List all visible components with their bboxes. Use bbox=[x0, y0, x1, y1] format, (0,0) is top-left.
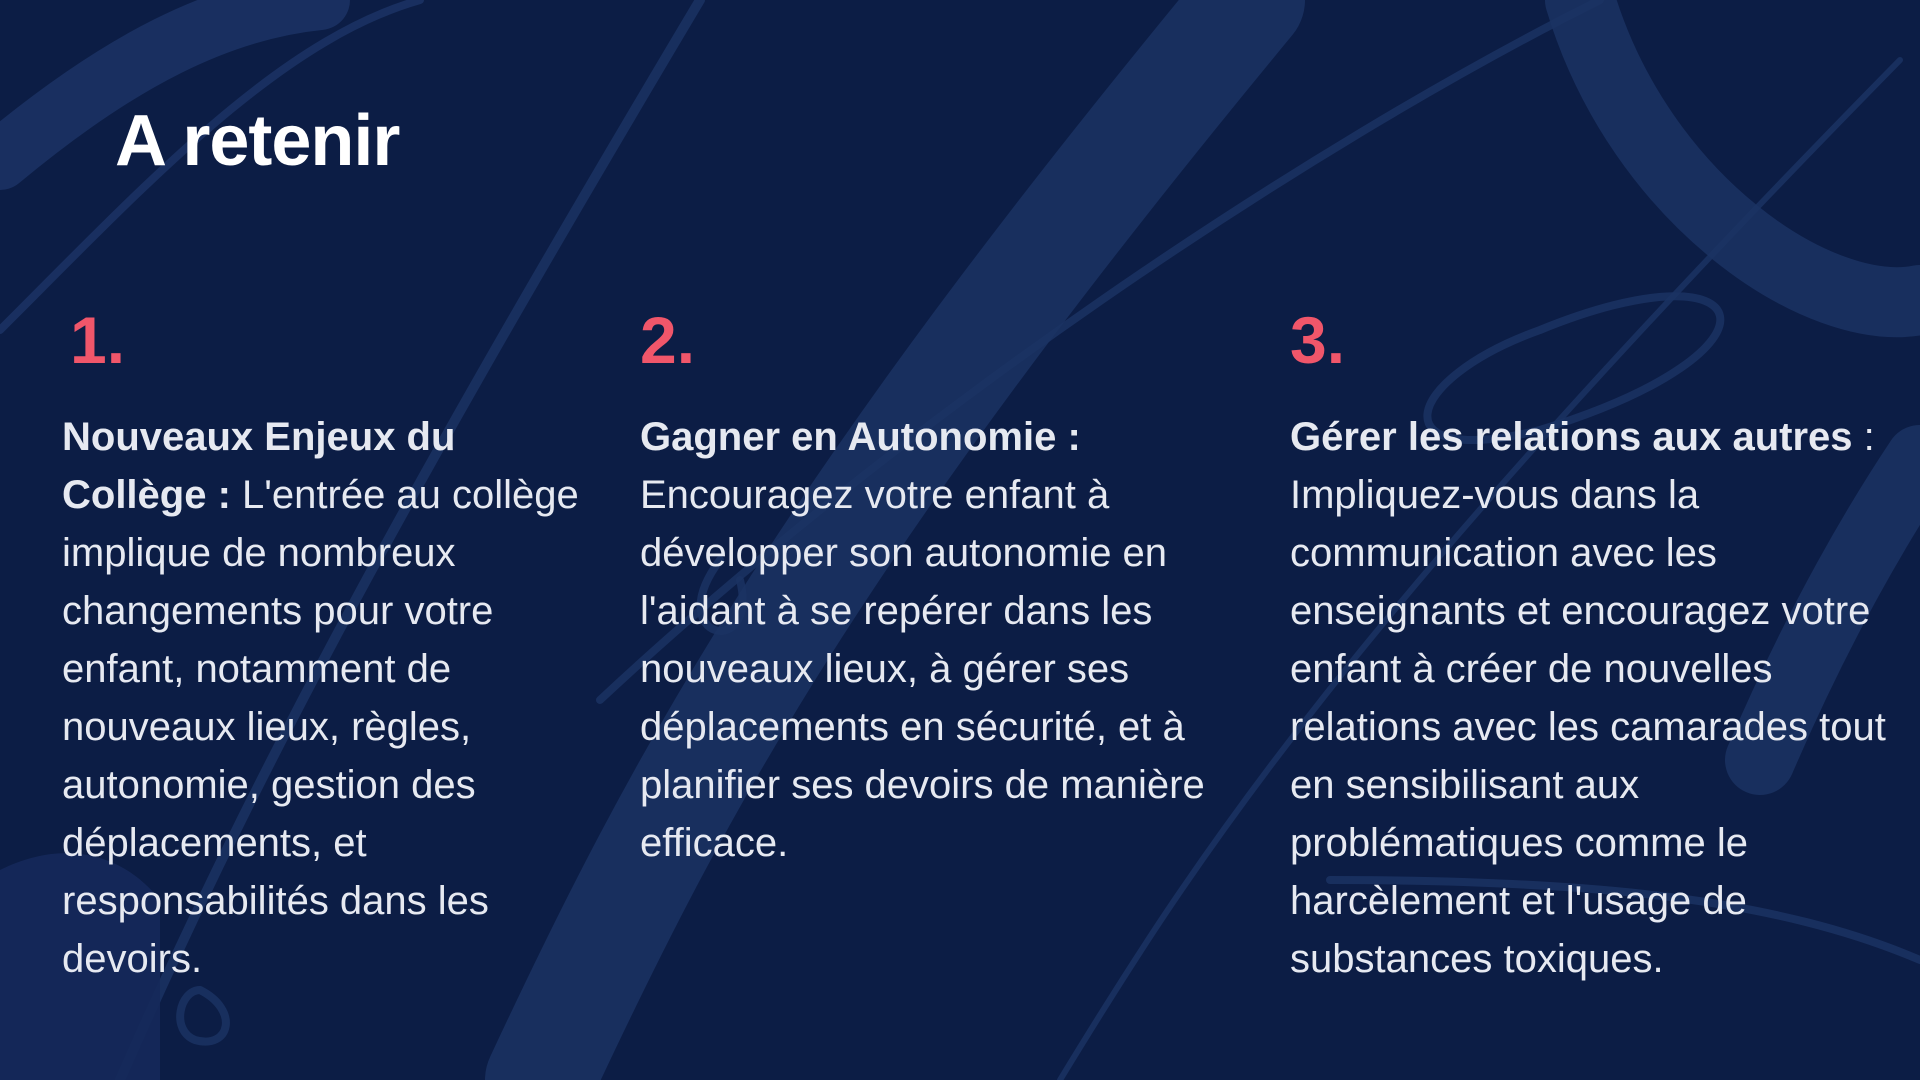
item-body: L'entrée au collège implique de nombreux changements pour votre enfant, notamment de nouveaux lieux, règles, autonomie, gestion des déplacements, et responsabilités dans les devoirs. bbox=[62, 473, 579, 981]
takeaway-item-1 bbox=[62, 300, 582, 988]
item-number: 3. bbox=[1290, 303, 1346, 377]
item-heading: Gérer les relations aux autres bbox=[1290, 415, 1853, 459]
item-heading: Gagner en Autonomie : bbox=[640, 415, 1081, 459]
item-number: 1. bbox=[70, 303, 126, 377]
item-body: Encouragez votre enfant à développer son autonomie en l'aidant à se repérer dans les nouveaux lieux, à gérer ses déplacements en sécurité, et à planifier ses devoirs de manière efficace. bbox=[640, 473, 1205, 865]
takeaway-item-2 bbox=[640, 300, 1240, 872]
item-heading: Nouveaux Enjeux du Collège : bbox=[62, 415, 456, 517]
item-body: : Impliquez-vous dans la communication avec les enseignants et encouragez votre enfant à créer de nouvelles relations avec les camarades tout en sensibilisant aux problématiques comme le harcèlement et l'usage de substances toxiques. bbox=[1290, 415, 1886, 981]
item-text bbox=[62, 408, 582, 988]
item-number: 2. bbox=[640, 303, 696, 377]
item-text bbox=[1290, 408, 1890, 988]
slide-title: A retenir bbox=[115, 101, 400, 181]
item-text bbox=[640, 408, 1240, 872]
takeaway-item-3 bbox=[1290, 300, 1890, 988]
